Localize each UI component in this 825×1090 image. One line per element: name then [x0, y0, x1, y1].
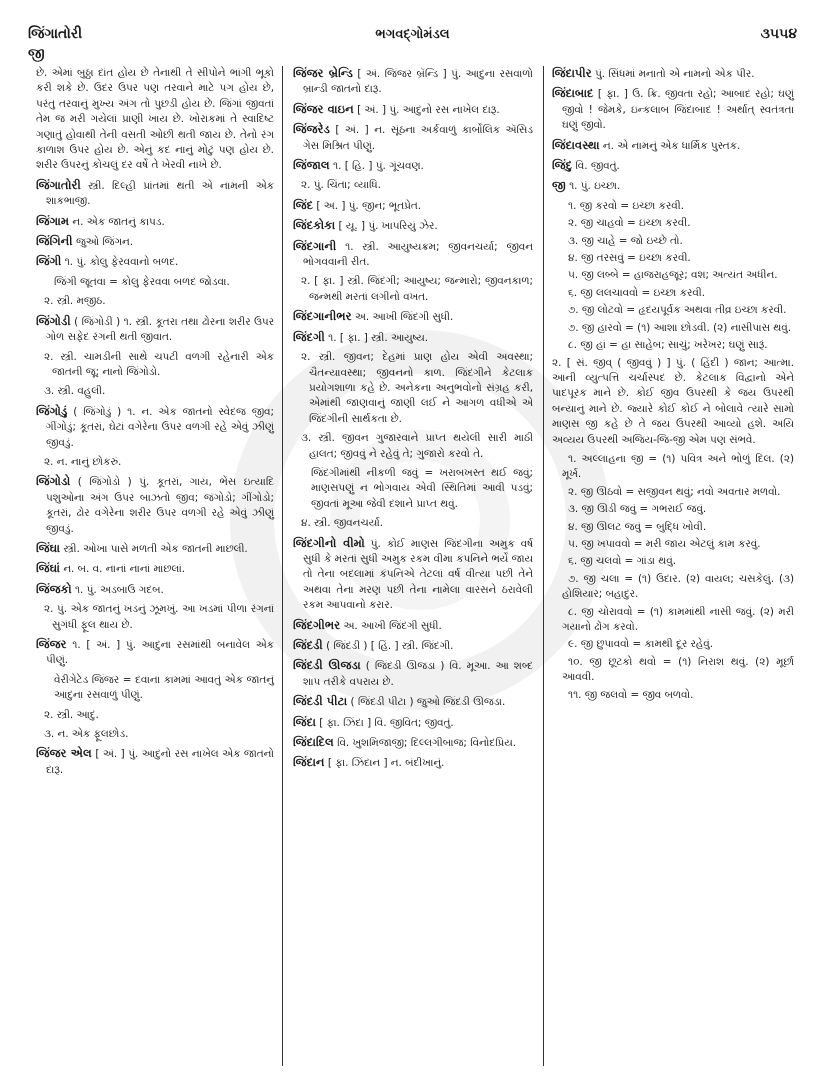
- definition-text: ૪. જી ઊલટ જવું = બુદ્ધિ ખોવી.: [568, 520, 707, 533]
- dictionary-entry: [36, 314, 274, 346]
- entry-sense: [552, 520, 794, 535]
- entry-sense: [293, 178, 533, 193]
- column-left: [30, 66, 282, 1066]
- definition-text: [ અ. ] પું. જીન; ભૂતપ્રેત.: [316, 199, 422, 212]
- definition-text: ન. બ. વ. નાનાં નાનાં માછલાં.: [63, 563, 186, 576]
- definition-text: ૩. જી ઊડી જવું = ગભરાઈ જવું.: [568, 503, 707, 516]
- definition-text: ૨. જી ચાહવો = ઇચ્છા કરવી.: [568, 217, 691, 230]
- definition-text: ૨. સ્ત્રી. જીવન; દેહમાં પ્રાણ હોય એવી અવસ્થા; ચૈતન્યાવસ્થા; જીવનનો કાળ. જિંદગીને કેટલાક પ્રયોગશાળા કહે છે. અનેકના અનુભવોનો સંગ્રહ કરી, એમાંથી જાણવાનું જાણી લઈ ને આગળ વધીએ એ જિંદગીની સાર્થકતા છે.: [301, 351, 533, 425]
- dictionary-entry: [36, 178, 274, 210]
- entry-sense: [552, 286, 794, 301]
- dictionary-entry: [293, 694, 533, 710]
- definition-text: ૬. જી ચલવો = ગાંડા થવું.: [568, 555, 677, 568]
- definition-text: ૩. ન. એક ફૂલછોડ.: [44, 728, 129, 741]
- definition-text: સ્ત્રી. દિલ્હી પ્રાંતમાં થતી એ નામની એક શાકભાજી.: [46, 179, 274, 208]
- dictionary-entry: [293, 638, 533, 654]
- dictionary-entry: [293, 158, 533, 174]
- dictionary-entry: [293, 239, 533, 271]
- dictionary-entry: [293, 102, 533, 118]
- headword: જિંદા: [293, 714, 316, 729]
- definition-text: ન. એક જાતનું કાપડ.: [72, 215, 165, 228]
- page-number: ૩૫૫૪: [760, 26, 797, 42]
- headword: જિંદગાનીભર: [293, 309, 352, 324]
- definition-text: ( જિંગોડો ) પું. કૂતરાં, ગાય, ભેંસ ઇત્યાદિ પશુઓના અંગ ઉપર બાઝતો જીવ; જંગોડો; ગીંગોડો; કૂતરાં, ઢોર વગેરેના શરીર ઉપર વળગી રહે એવું ઝીણું જીવડું.: [46, 476, 274, 535]
- dictionary-entry: [552, 86, 794, 133]
- entry-sense: [36, 673, 274, 704]
- definition-text: ૭. જી લોટવો = હૃદયપૂર્વક અથવા તીવ્ર ઇચ્છા કરવી.: [568, 304, 787, 317]
- definition-text: [ ફા. ઝિંદા ] વિ. જીવિત; જીવતું.: [319, 716, 454, 729]
- entry-sense: [552, 537, 794, 552]
- entry-sense: [293, 274, 533, 305]
- entry-sense: [552, 199, 794, 214]
- headword: જિંજાલ: [293, 158, 330, 173]
- dictionary-entry: [36, 254, 274, 270]
- headword: જિંજર એલ: [36, 746, 92, 761]
- definition-text: ૨. [ સં. જીવ્ ( જીવવું ) ] પું. ( હિંદી ) જાન; આત્મા. આની વ્યુત્પત્તિ ચર્ચાસ્પદ છે. કેટલાક વિદ્વાનો એને પાદપૂરક માને છે. કોઈ જીવ ઉપરથી કે જય ઉપરથી બન્યાનું માને છે. જ્યારે કોઈ કોઈ ને બોલાવે ત્યારે સામો માણસ જી કહે છે તે જય ઉપરથી આવ્યો હશે. અયિ અવ્યય ઉપરથી અજિય-જિ-જી એમ પણ સંભવે.: [552, 356, 794, 446]
- headword: જિંગાતોરી: [36, 177, 81, 192]
- dictionary-entry: [293, 198, 533, 214]
- definition-text: ૫. જી ખપાવવો = મરી જાય એટલું કામ કરવું.: [568, 537, 761, 550]
- dictionary-entry: [36, 637, 274, 669]
- entry-sense: [552, 452, 794, 483]
- dictionary-entry: [36, 746, 274, 778]
- entry-sense: [36, 384, 274, 399]
- entry-sense: [552, 356, 794, 448]
- guide-word: જિંગાતોરી: [28, 26, 83, 42]
- definition-text: ૧. અલ્લાહના જી = (૧) પવિત્ર અને ભોળું દિલ. (૨) મૂર્ખ.: [562, 452, 794, 481]
- entry-sense: [36, 708, 274, 723]
- entry-sense: [552, 338, 794, 353]
- headword: જિંદાદિલ: [293, 735, 334, 750]
- definition-text: [ અં. ] ન. સૂંઠના અર્કવાળું કાર્બોલિક ઍસિડ ગેસ મિશ્રિત પીણું.: [303, 124, 533, 152]
- entry-sense: [552, 688, 794, 703]
- definition-text: વેરીગેટેડ જિંજર = દવાના કામમાં આવતું એક જાતનું આદુના રસવાળું પીણું.: [54, 673, 274, 702]
- definition-text: ૩. સ્ત્રી. જીવન ગુજારવાને પ્રાપ્ત થયેલી સારી માઠી હાલત; જીવવું ને રહેવું તે; ગુજારો કરવો તે.: [301, 432, 533, 460]
- definition-text: ( જિંગોડી ) ૧. સ્ત્રી. કૂતરા તથા ઢોરના શરીર ઉપર ગોળ સફેદ રંગની થતી જીવાત.: [46, 315, 274, 344]
- definition-text: ન. એ નામનું એક ધાર્મિક પુસ્તક.: [602, 139, 741, 152]
- headword: જિંજર બ્રેન્ડિ: [293, 66, 353, 80]
- definition-text: ૧૧. જી જલવો = જીવ બળવો.: [568, 688, 694, 701]
- headword: જિંદગીભર: [293, 617, 341, 632]
- definition-text: ૭. જી હારવો = (૧) આશા છોડવી. (૨) નાસીપાસ થવું.: [568, 321, 792, 334]
- definition-text: ૩. જી ચાહે = જો ઇચ્છે તો.: [568, 234, 683, 247]
- headword: જિંદાપીર: [552, 66, 592, 80]
- dictionary-entry: [36, 561, 274, 577]
- dictionary-entry: [293, 330, 533, 346]
- headword: જિંજર વાઇન: [293, 101, 354, 116]
- definition-text: ૨. [ ફા. ] સ્ત્રી. જિંદગી; આયુષ્ય; જન્મારો; જીવનકાળ; જન્મથી મરતાં લગીનો વખત.: [301, 275, 533, 303]
- entry-sense: [36, 275, 274, 290]
- definition-text: [ અં. ] પું. આદુનો રસ નાખેલ એક જાતનો દારૂ.: [46, 748, 274, 776]
- headword: જિંદગી: [293, 329, 325, 344]
- entry-sense: [552, 251, 794, 266]
- headword: જિંદડી: [293, 638, 323, 652]
- headword: જિંજર: [36, 637, 67, 651]
- definition-text: ૮. જી ચોરાવવો = (૧) કામમાંથી નાસી જવું. (૨) મરી ગયાનો ઢોંગ કરવો.: [562, 605, 794, 633]
- section-letter: જી: [28, 46, 45, 62]
- definition-text: ૭. જી ચલા = (૧) ઉદાર. (૨) વાયલ; ચસકેલું. (૩) હોશિયાર; બહાદુર.: [562, 572, 794, 601]
- entry-sense: [552, 655, 794, 686]
- entry-sense: [552, 321, 794, 336]
- headword: જિંજકો: [36, 581, 72, 596]
- dictionary-entry: [293, 715, 533, 731]
- dictionary-entry: [36, 474, 274, 537]
- definition-text: ૨. જી ઊઠવો = સજીવન થવું; નવો અવતાર મળવો.: [568, 485, 781, 498]
- definition-text: ૨. પું. એક જાતનું ખડનું ઝૂમખું. આ ખડમાં પીળા રંગનાં સુગંધી ફૂલ થાય છે.: [44, 603, 274, 631]
- dictionary-entry: [36, 541, 274, 557]
- headword: જિંદગીનો વીમો: [293, 535, 365, 550]
- definition-text: [ ફા. ઝિંદાન ] ન. બંદીખાનું.: [327, 757, 445, 770]
- dictionary-entry: [293, 122, 533, 154]
- dictionary-entry: [293, 218, 533, 234]
- definition-text: [ ફા. ] ઉ. ક્રિ. જીવતા રહો; આબાદ રહો; ઘણું જીવો ! જેમકે, ઇન્કલાબ જિંદાબાદ ! અર્થાત્ સ્વતંત્રતા ઘણું જીવો.: [562, 88, 794, 132]
- headword: જિંદાબાદ: [552, 86, 594, 101]
- entry-sense: [36, 350, 274, 381]
- definition-text: ૧. જી કરવો = ઇચ્છા કરવી.: [568, 199, 685, 212]
- entry-sense: [36, 66, 274, 174]
- definition-text: ૨. સ્ત્રી. મજીઠ.: [44, 295, 106, 308]
- definition-text: ૫. જી લબ્બે = હાજરાહજૂર; વશ; અત્યંત અધીન.: [568, 269, 778, 282]
- definition-text: જુઓ જિંગન.: [75, 236, 134, 249]
- dictionary-entry: [552, 178, 794, 194]
- definition-text: વિ. ખુશમિજાજી; દિલ્લગીબાજ; વિનોદપ્રિય.: [337, 737, 517, 750]
- dictionary-entry: [293, 309, 533, 325]
- definition-text: વિ. જીવતું.: [575, 160, 620, 173]
- definition-text: જિંગી જૂતવા = કોલુ ફેરવવા બળદ જોડવા.: [54, 275, 230, 288]
- headword: જિંઘાં: [36, 561, 60, 576]
- definition-text: ૧. પું. ઇચ્છા.: [569, 180, 621, 193]
- dictionary-entry: [552, 138, 794, 154]
- headword: જિંગોડી: [36, 313, 71, 328]
- headword: જિંઘા: [36, 540, 60, 555]
- definition-text: ૧. [ હિ. ] પું. ગૂંચવણ.: [333, 160, 424, 173]
- definition-text: ( જિંદડી ) [ હિં. ] સ્ત્રી. જિંદગી.: [326, 640, 454, 652]
- headword: જિંગોડું: [36, 403, 68, 418]
- dictionary-entry: [293, 66, 533, 98]
- headword: જિંદાવસ્થા: [552, 137, 600, 152]
- definition-text: ૯. જી છુપાવવો = કામથી દૂર રહેવું.: [568, 638, 714, 651]
- definition-text: ૧. પું. કોલુ ફેરવવાનો બળદ.: [64, 256, 179, 269]
- definition-text: [ અં. જિંજર બ્રૅન્ડિ ] પું. આદુના રસવાળો બ્રાન્ડી જાતનો દારૂ.: [303, 68, 533, 96]
- definition-text: [ અં. ] પું. આદુનો રસ નાખેલ દારૂ.: [357, 103, 500, 116]
- headword: જિંદડી પીટા: [293, 694, 348, 709]
- definition-text: ( જિંદડી પીટા ) જુઓ જિંદડી ઊજડા.: [350, 696, 506, 709]
- headword: જિંદાન: [293, 755, 325, 770]
- definition-text: ૨. પું. ચિંતા; વ્યાધિ.: [301, 179, 381, 192]
- definition-text: [ યૂ. ] પું. ખાપરિયું ઝેર.: [338, 220, 438, 233]
- entry-sense: [36, 602, 274, 633]
- definition-text: ૧. સ્ત્રી. આયુષ્યક્રમ; જીવનચર્યા; જીવન ભોગવવાની રીત.: [303, 240, 533, 269]
- dictionary-title: ભગવદ્ગોમંડલ: [375, 26, 450, 42]
- entry-sense: [552, 216, 794, 231]
- entry-sense: [293, 431, 533, 462]
- entry-sense: [552, 303, 794, 318]
- dictionary-entry: [293, 735, 533, 751]
- entry-sense: [552, 485, 794, 500]
- dictionary-entry: [552, 66, 794, 82]
- headword: જિંજરેડ: [293, 122, 330, 137]
- dictionary-entry: [552, 158, 794, 174]
- definition-text: ૨. સ્ત્રી. ચામડીની સાથે ચપટી વળગી રહેનારી એક જાતની જૂ; નાનો જિંગોડો.: [44, 350, 274, 378]
- headword: જિંદડી ઊજડા: [293, 658, 361, 673]
- dictionary-entry: [36, 404, 274, 451]
- headword: જિંદુ: [552, 158, 573, 173]
- definition-text: ( જિંદડી ઊજડા ) વિ. મૂઆ. આ શબ્દ શાપ તરીકે વપરાય છે.: [303, 660, 533, 688]
- definition-text: ( જિંગોડું ) ૧. ન. એક જાતનો સ્વેદજ જીવ; ગીંગોડું; કૂતરાં, ઘેટાં વગેરેના ઉપર વળગી રહે એવું ઝીણું જીવડું.: [46, 405, 274, 449]
- definition-text: ૪. સ્ત્રી. જીવનચર્યા.: [301, 517, 384, 530]
- entry-sense: [293, 516, 533, 531]
- definition-text: પું. કોઈ માણસ જિંદગીના અમુક વર્ષ સુધી કે મરતાં સુધી અમુક રકમ વીમા કંપનિને ભર્યે જાય તો તેના બદલામાં કંપનિએ તેટલાં વર્ષ વીત્યા પછી તેને અથવા તેના મરણ પછી તેના નામેલા વારસને ઠરાવેલી રકમ આપવાનો કરાર.: [303, 537, 533, 612]
- headword: જિંદકોકા: [293, 218, 336, 233]
- definition-text: ૧૦. જી છૂટકો થવો = (૧) નિરાશ થવું. (૨) મૂર્છા આવવી.: [562, 655, 794, 684]
- headword: જિંગોડો: [36, 474, 71, 489]
- definition-text: છે. એમાં બુઠ્ઠા દાંત હોય છે તેનાથી તે સીપોને ભાંગી ભૂકો કરી શકે છે. ઉદર ઉપર પણ તરવાને માટે પગ હોય છે, પરંતુ તરવાનું મુખ્ય અંગ તો પુછડી હોય છે. જિંગાં જીવતાં તેમ જ મરી ગયેલાં પ્રાણી ખાય છે. ખોરાકમાં તે સ્વાદિષ્ટ ગણાતું હોવાથી તેની વસતી ઓછી થતી જાય છે. તેનો રંગ કાળાશ ઉપર હોય છે. એનું કદ નાનું મોટું પણ હોય છે. શરીર ઉપરનું કોચલું દર વર્ષે તે ખેરવી નાખે છે.: [36, 67, 274, 172]
- entry-sense: [552, 502, 794, 517]
- column-right: [544, 66, 802, 1066]
- headword: જિંદ: [293, 197, 314, 212]
- definition-text: અ. આખી જિંદગી સુધી.: [343, 619, 442, 632]
- entry-sense: [293, 466, 533, 512]
- definition-text: ૧. પું. અડબાઉ ગદબ.: [74, 583, 164, 596]
- headword: જિંગામ: [36, 213, 70, 228]
- entry-sense: [552, 605, 794, 636]
- entry-sense: [552, 234, 794, 249]
- definition-text: ૪. જી તરસવું = ઇચ્છા કરવી.: [568, 252, 691, 265]
- definition-text: ૨. સ્ત્રી. આદુ.: [44, 708, 99, 721]
- dictionary-entry: [293, 755, 533, 771]
- dictionary-columns: [30, 66, 802, 1066]
- definition-text: ૨. ન. નાનું છોકરું.: [44, 455, 122, 468]
- headword: જિંદગાની: [293, 238, 337, 253]
- dictionary-entry: [36, 582, 274, 598]
- entry-sense: [552, 554, 794, 569]
- definition-text: સ્ત્રી. ઓખા પાસે મળતી એક જાતની માછલી.: [63, 542, 248, 555]
- definition-text: ૧. [ ફા. ] સ્ત્રી. આયુષ્ય.: [328, 331, 429, 344]
- entry-sense: [36, 727, 274, 742]
- dictionary-entry: [293, 618, 533, 634]
- definition-text: જિંદગીમાંથી નીકળી જવું = ખરાબખસ્ત થઈ જવું; માણસપણું ન ભોગવાય એવી સ્થિતિમાં આવી પડવું; જીવતાં મૂઆ જેવી દશાને પ્રાપ્ત થવું.: [311, 466, 533, 510]
- dictionary-entry: [293, 658, 533, 690]
- entry-sense: [36, 455, 274, 470]
- entry-sense: [293, 350, 533, 427]
- definition-text: અ. આખી જિંદગી સુધી.: [354, 311, 454, 324]
- definition-text: ૧. [ અં. ] પું. આદુના રસમાંથી બનાવેલ એક પીણું.: [46, 639, 274, 667]
- headword: જિંગિની: [36, 234, 73, 249]
- dictionary-entry: [36, 234, 274, 250]
- column-middle: [282, 66, 544, 1066]
- entry-sense: [552, 637, 794, 652]
- entry-sense: [36, 294, 274, 309]
- dictionary-entry: [36, 214, 274, 230]
- dictionary-entry: [293, 536, 533, 614]
- definition-text: ૩. સ્ત્રી. વહુલી.: [44, 385, 106, 398]
- entry-sense: [552, 572, 794, 603]
- definition-text: પું. સિંધમાં મનાતો એ નામનો એક પીર.: [595, 68, 755, 80]
- definition-text: ૮. જી હાં = હા સાહેબ; સાચું; ખરેખર; ઘણું સારૂં.: [568, 339, 768, 352]
- entry-sense: [552, 268, 794, 283]
- definition-text: ૬. જી લલચાવવો = ઇચ્છા કરવી.: [568, 286, 706, 299]
- headword: જી: [552, 178, 566, 193]
- headword: જિંગી: [36, 254, 62, 269]
- page-header: [28, 22, 797, 46]
